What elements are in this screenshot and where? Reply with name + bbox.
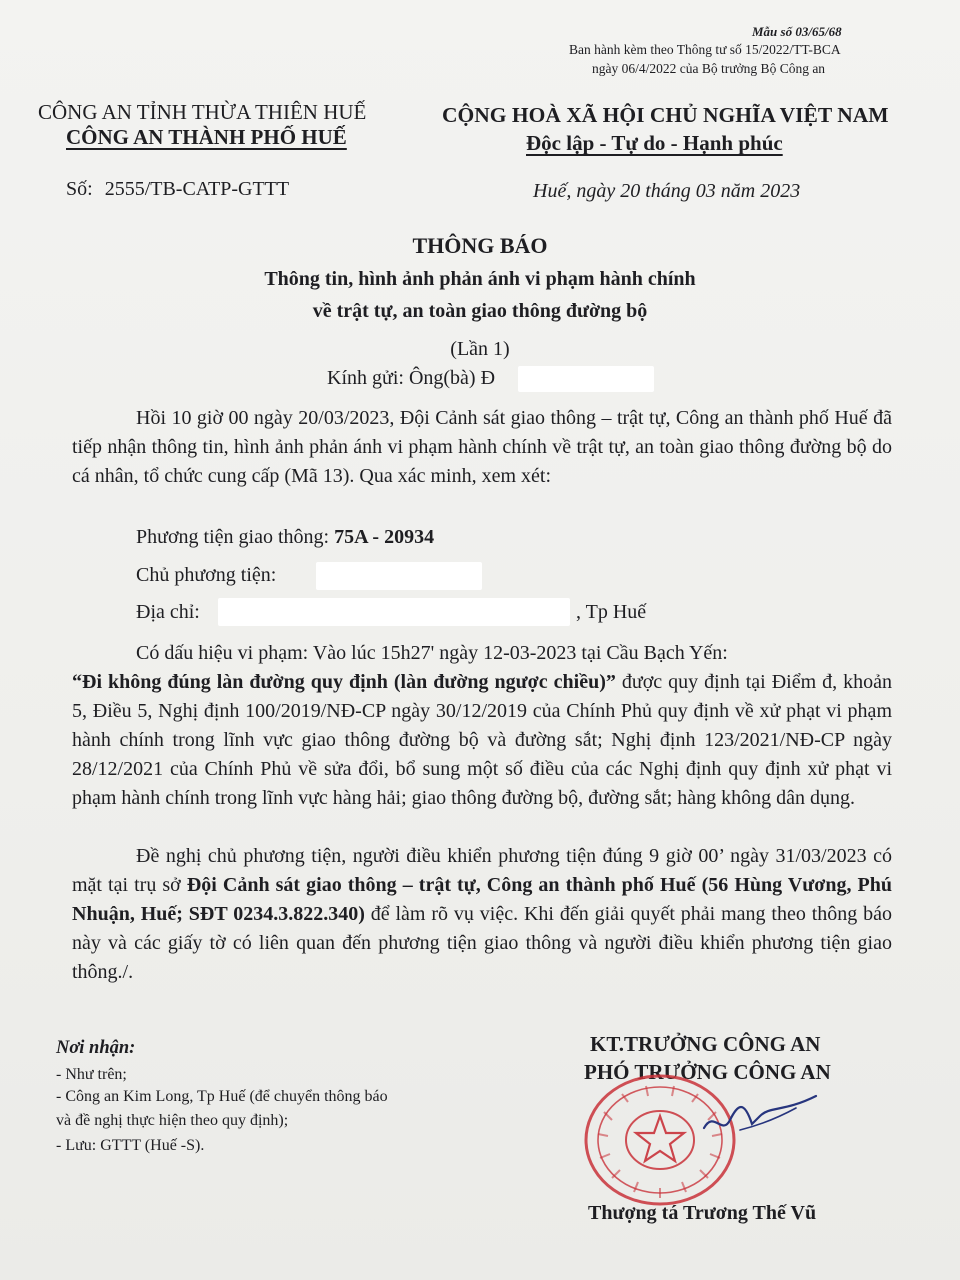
address-city: , Tp Huế: [576, 601, 647, 623]
owner-label: Chủ phương tiện:: [136, 564, 277, 586]
signer-authority: KT.TRƯỞNG CÔNG AN: [590, 1032, 821, 1056]
request-instructions: để làm rõ vụ việc. Khi đến giải quyết phải mang theo thông báo này và các giấy tờ có liên quan đến phương tiện giao thông và người điều khiển phương tiện giao thông./.: [72, 903, 893, 983]
national-motto: Độc lập - Tự do - Hạnh phúc: [526, 131, 783, 155]
recipient-item: - Lưu: GTTT (Huế -S).: [56, 1137, 205, 1154]
signer-position: PHÓ TRƯỞNG CÔNG AN: [584, 1060, 831, 1084]
addressee: Kính gửi: Ông(bà) Đ: [327, 367, 496, 389]
address-label: Địa chỉ:: [136, 601, 200, 623]
redaction-owner: [316, 562, 482, 590]
violation-description: “Đi không đúng làn đường quy định (làn đường ngược chiều)”: [72, 671, 616, 693]
paragraph-request: [72, 842, 892, 987]
document-subtitle-2: về trật tự, an toàn giao thông đường bộ: [312, 300, 648, 322]
paragraph-intro: Hồi 10 giờ 00 ngày 20/03/2023, Đội Cảnh sát giao thông – trật tự, Công an thành phố Huế đã tiếp nhận thông tin, hình ảnh phản ánh vi phạm hành chính về trật tự, an toàn giao thông đường bộ do cá nhân, tổ chức cung cấp (Mã 13). Qua xác minh, xem xét:: [72, 407, 892, 487]
vehicle-plate: 75A - 20934: [334, 526, 435, 548]
issuing-agency: CÔNG AN THÀNH PHỐ HUẾ: [66, 125, 347, 149]
redaction-addressee: [518, 366, 654, 392]
violation-legal-basis: được quy định tại Điểm đ, khoản 5, Điều 5, Nghị định 100/2019/NĐ-CP ngày 30/12/2019 của Chính Phủ quy định về xử phạt vi phạm hành chính trong lĩnh vực giao thông đường bộ và đường sắt; Nghị định 123/2021/NĐ-CP ngày 28/12/2021 của Chính Phủ về sửa đổi, bổ sung một số điều của các Nghị định quy định xử phạt vi phạm hành chính trong lĩnh vực hàng hải; giao thông đường bộ, đường sắt; hàng không dân dụng.: [72, 671, 892, 809]
redaction-address: [218, 598, 570, 626]
vehicle-label: Phương tiện giao thông:: [136, 526, 330, 548]
violation-intro: Có dấu hiệu vi phạm: Vào lúc 15h27' ngày 12-03-2023 tại Cầu Bạch Yến:: [136, 642, 728, 664]
signer-name: Thượng tá Trương Thế Vũ: [588, 1202, 817, 1224]
vehicle-field: [136, 526, 434, 549]
handwritten-signature-icon: [700, 1090, 820, 1140]
recipients-title: Nơi nhận:: [56, 1038, 136, 1058]
request-intro: Đề nghị chủ phương tiện, người điều khiển phương tiện đúng 9 giờ 00’ ngày 31/03/2023 có mặt tại trụ sở: [72, 845, 892, 896]
notice-round: (Lần 1): [450, 338, 510, 360]
form-date-line: ngày 06/4/2022 của Bộ trưởng Bộ Công an: [592, 61, 826, 76]
address-field: [136, 601, 200, 624]
document-date: Huế, ngày 20 tháng 03 năm 2023: [533, 180, 801, 202]
recipient-item: và đề nghị thực hiện theo quy định);: [56, 1112, 289, 1129]
recipient-item: - Công an Kim Long, Tp Huế (để chuyển thông báo: [56, 1088, 388, 1105]
document-number: [66, 178, 289, 201]
document-number-value: 2555/TB-CATP-GTTT: [104, 178, 290, 200]
recipient-item: - Như trên;: [56, 1066, 127, 1083]
form-number: Mẫu số 03/65/68: [752, 24, 842, 39]
parent-agency: CÔNG AN TỈNH THỪA THIÊN HUẾ: [38, 100, 367, 124]
document-title: THÔNG BÁO: [412, 233, 548, 258]
form-issued-line: Ban hành kèm theo Thông tư số 15/2022/TT-BCA: [569, 42, 841, 57]
national-name: CỘNG HOÀ XÃ HỘI CHỦ NGHĨA VIỆT NAM: [442, 103, 889, 127]
document-subtitle-1: Thông tin, hình ảnh phản ánh vi phạm hành chính: [264, 268, 696, 290]
request-location: Đội Cảnh sát giao thông – trật tự, Công an thành phố Huế (56 Hùng Vương, Phú Nhuận, Huế; SĐT 0234.3.822.340): [72, 874, 892, 925]
owner-field: [136, 564, 276, 587]
document-number-label: Số:: [66, 178, 93, 200]
paragraph-violation: [72, 639, 892, 813]
